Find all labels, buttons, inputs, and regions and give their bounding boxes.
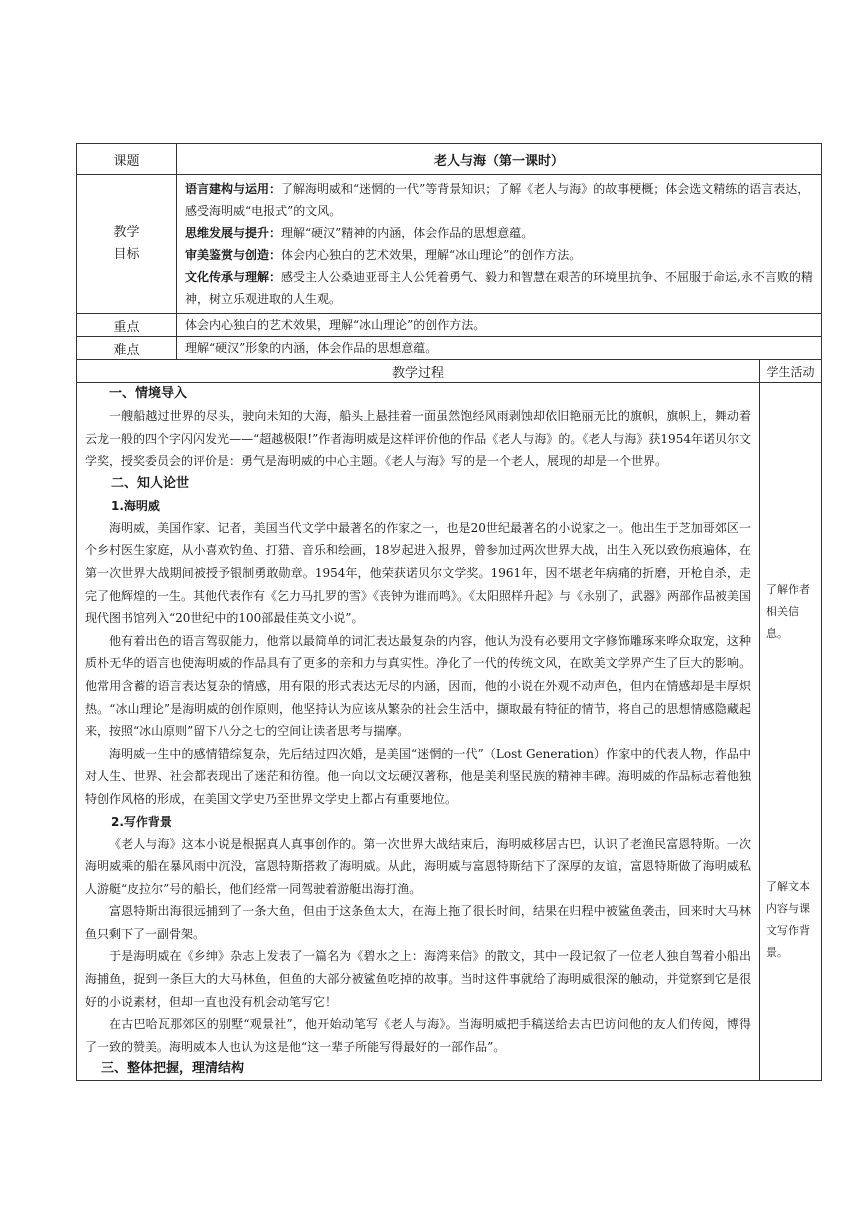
section-2-title: 二、知人论世 [111, 475, 190, 491]
objective-language [185, 178, 813, 222]
hemingway-paragraph-3: 海明威一生中的感情错综复杂，先后结过四次婚，是美国“迷惘的一代”（Lost Generation）作家中的代表人物，作品中对人生、世界、社会都表现出了迷茫和彷徨。他一向以文坛硬汉著称，他是美利坚民族的精神丰碑。海明威的作品标志着他独特创作风格的形成，在美国文学史乃至世界文学史上都占有重要地位。 [85, 746, 751, 806]
objective-language-head: 语言建构与运用： [185, 182, 282, 196]
process-body [77, 383, 760, 1081]
background-paragraph-1: 《老人与海》这本小说是根据真人真事创作的。第一次世界大战结束后，海明威移居古巴，认识了老渔民富恩特斯。一次海明威乘的船在暴风雨中沉没，富恩特斯搭救了海明威。从此，海明威与富恩特斯结下了深厚的友谊，富恩特斯做了海明威私人游艇“皮拉尔”号的船长，他们经常一同驾驶着游艇出海打渔。 [85, 836, 751, 896]
background-paragraph-2: 富恩特斯出海很远捕到了一条大鱼，但由于这条鱼太大，在海上拖了很长时间，结果在归程中被鲨鱼袭击，回来时大马林鱼只剩下了一副骨架。 [85, 904, 751, 941]
key-point-row [77, 314, 822, 337]
objective-thinking-head: 思维发展与提升： [185, 226, 282, 240]
objective-aesthetic-text: 体会内心独白的艺术效果，理解“冰山理论”的创作方法。 [281, 248, 582, 262]
objective-aesthetic [185, 244, 813, 266]
objectives-content [177, 175, 822, 314]
hemingway-paragraph-1: 海明威，美国作家、记者，美国当代文学中最著名的作家之一，也是20世纪最著名的小说家之一。他出生于芝加哥郊区一个乡村医生家庭，从小喜欢钓鱼、打猎、音乐和绘画，18岁起进入报界，曾参加过两次世界大战，出生入死以致伤痕遍体，在第一次世界大战期间被授予银制勇敢勋章。1954年，他荣获诺贝尔文学奖。1961年，因不堪老年病痛的折磨，开枪自杀，走完了他辉煌的一生。其他代表作有《乞力马扎罗的雪》《丧钟为谁而鸣》。《太阳照样升起》与《永别了，武器》两部作品被美国现代图书馆列入“20世纪中的100部最佳英文小说”。 [85, 520, 752, 626]
key-point-label: 重点 [77, 314, 177, 337]
objective-aesthetic-head: 审美鉴赏与创造： [185, 248, 282, 262]
student-activity-column [760, 383, 822, 1081]
subsection-background-title: 2.写作背景 [111, 814, 172, 829]
background-paragraph-4: 在古巴哈瓦那郊区的别墅“观景社”，他开始动笔写《老人与海》。当海明威把手稿送给去古巴访问他的友人们传阅，博得了一致的赞美。海明威本人也认为这是他“这一辈子所能写得最好的一部作品”。 [85, 1017, 751, 1054]
key-point-text: 体会内心独白的艺术效果，理解“冰山理论”的创作方法。 [177, 314, 822, 337]
lesson-plan-sheet [76, 143, 821, 1081]
process-header-row [77, 360, 822, 383]
objective-thinking-text: 理解“硬汉”精神的内涵，体会作品的思想意蕴。 [281, 226, 534, 240]
difficult-point-label: 难点 [77, 337, 177, 360]
topic-label: 课题 [77, 144, 177, 175]
subsection-hemingway-title: 1.海明威 [111, 498, 160, 513]
section-1-title: 一、情境导入 [109, 386, 188, 401]
section-3-title: 三、整体把握，理清结构 [101, 1061, 245, 1077]
difficult-point-row [77, 337, 822, 360]
topic-row [77, 144, 822, 175]
section-1-paragraph: 一艘船越过世界的尽头，驶向未知的大海，船头上悬挂着一面虽然饱经风雨剥蚀却依旧艳丽无比的旗帜，旗帜上，舞动着云龙一般的四个字闪闪发光——“超越极限!”作者海明威是这样评价他的作品《老人与海》的。《老人与海》获1954年诺贝尔文学奖，授奖委员会的评价是：勇气是海明威的中心主题。《老人与海》写的是一个老人，展现的却是一个世界。 [85, 409, 751, 469]
student-activity-label: 学生活动 [760, 360, 822, 383]
objective-thinking [185, 222, 813, 244]
activity-note-background: 了解文本内容与课文写作背景。 [766, 880, 810, 959]
hemingway-paragraph-2: 他有着出色的语言驾驭能力，他常以最简单的词汇表达最复杂的内容，他认为没有必要用文字修饰雕琢来哗众取宠，这种质朴无华的语言也使海明威的作品具有了更多的亲和力与真实性。净化了一代的传统文风，在欧美文学界产生了巨大的影响。他常用含蓄的语言表达复杂的情感，用有限的形式表达无尽的内涵，因而，他的小说在外观不动声色，但内在情感却是丰厚炽热。“冰山理论”是海明威的创作原则，他坚持认为应该从繁杂的社会生活中，撷取最有特征的情节，将自己的思想情感隐藏起来，按照“冰山原则”留下八分之七的空间让读者思考与揣摩。 [85, 633, 751, 739]
process-label: 教学过程 [77, 360, 760, 383]
lesson-plan-table [76, 143, 822, 1081]
activity-note-author: 了解作者相关信息。 [766, 583, 810, 640]
objective-culture [185, 266, 813, 310]
objective-culture-text: 感受主人公桑迪亚哥主人公凭着勇气、毅力和智慧在艰苦的环境里抗争、不屈服于命运,永不言败的精神，树立乐观进取的人生观。 [185, 270, 813, 306]
background-paragraph-3: 于是海明威在《乡绅》杂志上发表了一篇名为《碧水之上：海湾来信》的散文，其中一段记叙了一位老人独自驾着小船出海捕鱼，捉到一条巨大的大马林鱼，但鱼的大部分被鲨鱼吃掉的故事。当时这件事就给了海明威很深的触动，并觉察到它是很好的小说素材，但却一直也没有机会动笔写它！ [85, 949, 751, 1009]
objectives-label-line-1: 教学 [113, 225, 140, 240]
objectives-label [77, 175, 177, 314]
objectives-row [77, 175, 822, 314]
lesson-title: 老人与海（第一课时） [177, 144, 822, 175]
process-body-row [77, 383, 822, 1081]
objective-language-text: 了解海明威和“迷惘的一代”等背景知识；了解《老人与海》的故事梗概；体会选文精练的语言表达，感受海明威“电报式”的文风。 [185, 182, 810, 218]
objectives-label-line-2: 目标 [113, 247, 140, 262]
difficult-point-text: 理解“硬汉”形象的内涵，体会作品的思想意蕴。 [177, 337, 822, 360]
objective-culture-head: 文化传承与理解： [185, 270, 282, 284]
